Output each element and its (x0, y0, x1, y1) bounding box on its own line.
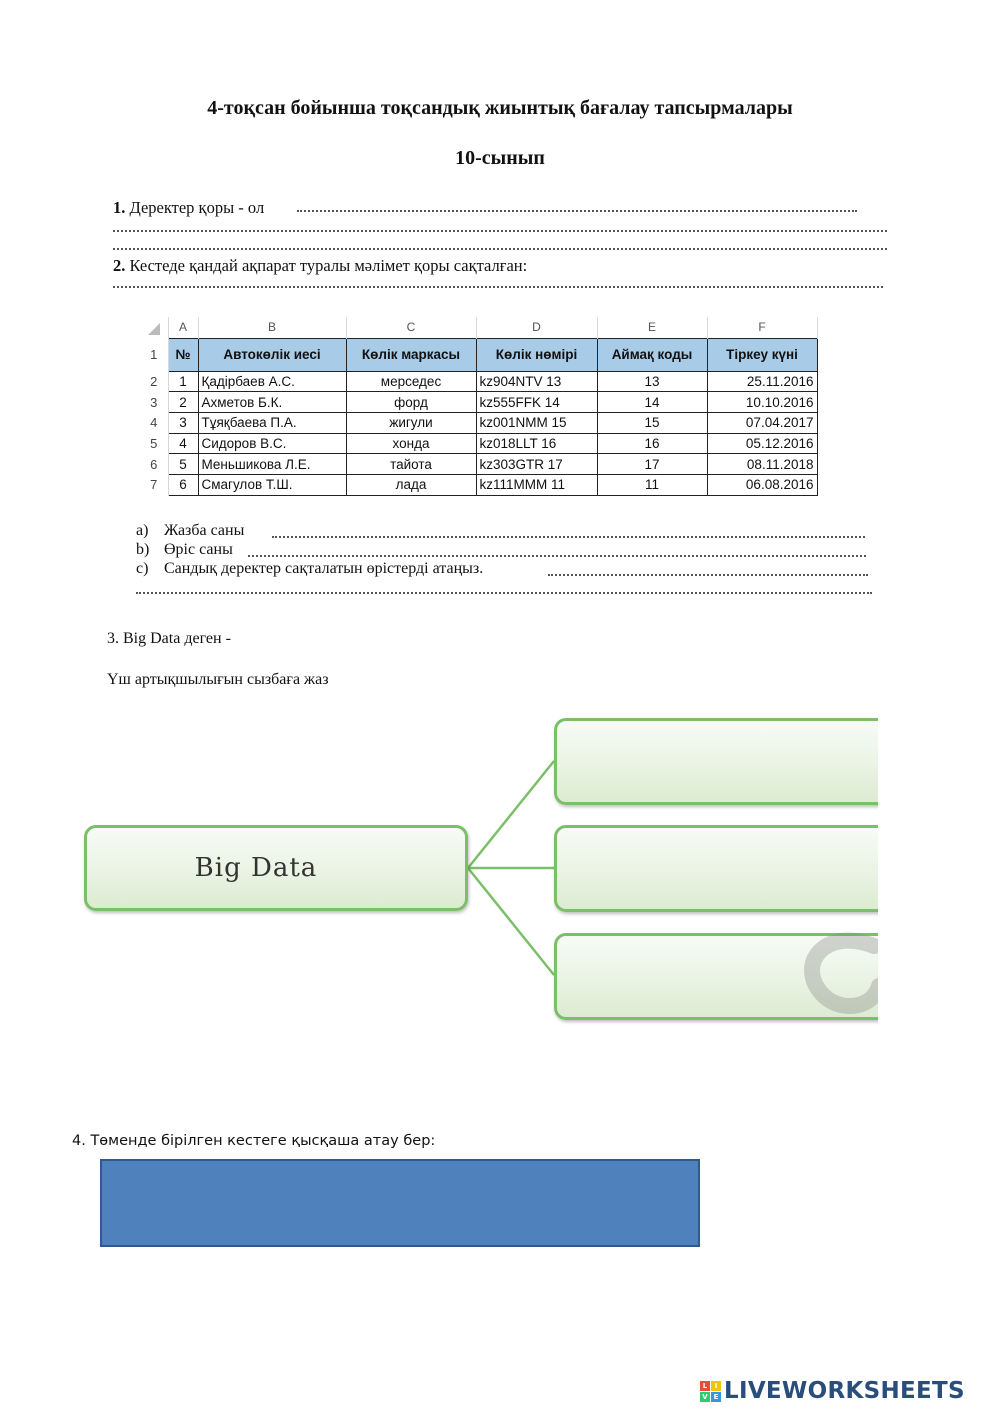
col-letter-b: B (198, 317, 346, 338)
question-1 (113, 198, 264, 218)
table-header-cell: Автокөлік иесі (198, 338, 346, 371)
table-cell: 13 (597, 371, 707, 392)
sub-question-text: Өріс саны (164, 541, 233, 558)
question-4: 4. Төменде бірілген кестеге қысқаша атау бер: (72, 1133, 436, 1149)
answer-box-q4[interactable] (100, 1159, 700, 1247)
logo-letter: E (711, 1392, 721, 1402)
swirl-decoration-icon (764, 926, 884, 1016)
page-title: 4-тоқсан бойынша тоқсандық жиынтық бағалау тапсырмалары (207, 97, 793, 119)
brand-name: LIVEWORKSHEETS (724, 1378, 965, 1404)
table-header-cell: № (168, 338, 198, 371)
logo-letter: I (711, 1381, 721, 1391)
table-cell: 5 (168, 454, 198, 475)
answer-line-1a (297, 210, 857, 212)
table-header-cell: Аймақ коды (597, 338, 707, 371)
column-letter-row (140, 317, 817, 338)
row-number: 1 (140, 338, 168, 371)
question-1-text: Деректер қоры - ол (129, 198, 265, 217)
question-2 (113, 256, 527, 276)
row-number: 6 (140, 454, 168, 475)
table-cell: Қадірбаев А.С. (198, 371, 346, 392)
col-letter-d: D (476, 317, 597, 338)
logo-letter: L (700, 1381, 710, 1391)
big-data-node (84, 825, 468, 911)
advantage-box-1[interactable] (554, 718, 884, 805)
table-cell: 16 (597, 433, 707, 454)
table-cell: 15 (597, 412, 707, 433)
answer-line-1c (113, 248, 887, 250)
table-cell: Меньшикова Л.Е. (198, 454, 346, 475)
big-data-diagram (80, 713, 880, 1025)
sub-question-label: c) (136, 560, 149, 577)
table-cell: kz018LLT 16 (476, 433, 597, 454)
table-header-cell: Тіркеу күні (707, 338, 817, 371)
logo-letter: V (700, 1392, 710, 1402)
sheet-corner (140, 317, 168, 338)
question-3: 3. Big Data деген - (107, 630, 231, 647)
table-cell: 07.04.2017 (707, 412, 817, 433)
col-letter-a: A (168, 317, 198, 338)
table-cell: Сидоров В.С. (198, 433, 346, 454)
table-cell: 05.12.2016 (707, 433, 817, 454)
table-cell: 08.11.2018 (707, 454, 817, 475)
spreadsheet-table (140, 317, 820, 502)
table-cell: мерседес (346, 371, 476, 392)
row-number: 4 (140, 412, 168, 433)
col-letter-c: C (346, 317, 476, 338)
liveworksheets-logo-icon (700, 1381, 721, 1402)
question-2-text: Кестеде қандай ақпарат туралы мәлімет қоры сақталған: (129, 256, 528, 275)
row-number: 3 (140, 392, 168, 413)
sub-question-b (136, 541, 233, 559)
advantage-box-2[interactable] (554, 825, 884, 912)
connector-line-top (468, 761, 554, 868)
table-row (140, 474, 817, 495)
sub-question-label: b) (136, 541, 150, 558)
grade-title: 10-сынып (455, 147, 545, 169)
answer-line-1b (113, 230, 887, 232)
table-cell: 11 (597, 474, 707, 495)
answer-line-c2 (136, 592, 872, 594)
answer-line-a (272, 536, 865, 538)
table-header-row (140, 338, 817, 371)
table-header-cell: Көлік нөмірі (476, 338, 597, 371)
table-cell: форд (346, 392, 476, 413)
col-letter-f: F (707, 317, 817, 338)
question-2-number: 2. (113, 256, 126, 275)
table-cell: 14 (597, 392, 707, 413)
table-cell: 4 (168, 433, 198, 454)
table-cell: лада (346, 474, 476, 495)
table-header-cell: Көлік маркасы (346, 338, 476, 371)
table-cell: kz111MMM 11 (476, 474, 597, 495)
table-row (140, 433, 817, 454)
table-cell: хонда (346, 433, 476, 454)
liveworksheets-brand (700, 1378, 965, 1404)
answer-line-b (248, 555, 866, 557)
table-cell: Смагулов Т.Ш. (198, 474, 346, 495)
table-cell: kz001NMM 15 (476, 412, 597, 433)
table-cell: 25.11.2016 (707, 371, 817, 392)
answer-line-c1 (548, 574, 868, 576)
table-cell: жигули (346, 412, 476, 433)
big-data-label: Big Data (194, 853, 318, 883)
table-row (140, 392, 817, 413)
table-row (140, 454, 817, 475)
sub-question-text: Сандық деректер сақталатын өрістерді атаңыз. (164, 560, 484, 577)
table-cell: Ахметов Б.К. (198, 392, 346, 413)
table-row (140, 412, 817, 433)
col-letter-e: E (597, 317, 707, 338)
table-cell: Тұяқбаева П.А. (198, 412, 346, 433)
advantage-box-3[interactable] (554, 933, 884, 1020)
table-cell: kz904NTV 13 (476, 371, 597, 392)
table-cell: kz555FFK 14 (476, 392, 597, 413)
row-number: 7 (140, 474, 168, 495)
diagram-crop-edge (878, 713, 890, 1025)
sub-question-label: a) (136, 522, 149, 539)
sub-question-c (136, 560, 483, 578)
table-cell: kz303GTR 17 (476, 454, 597, 475)
row-number: 2 (140, 371, 168, 392)
table-cell: 6 (168, 474, 198, 495)
table-cell: 3 (168, 412, 198, 433)
table-cell: 17 (597, 454, 707, 475)
table-cell: 1 (168, 371, 198, 392)
question-1-number: 1. (113, 198, 126, 217)
row-number: 5 (140, 433, 168, 454)
sub-question-a (136, 522, 244, 540)
connector-line-bottom (468, 868, 554, 975)
table-cell: 10.10.2016 (707, 392, 817, 413)
table-cell: 06.08.2016 (707, 474, 817, 495)
sub-question-text: Жазба саны (164, 522, 245, 539)
answer-line-2 (113, 286, 883, 288)
table-row (140, 371, 817, 392)
table-cell: 2 (168, 392, 198, 413)
question-3-task: Үш артықшылығын сызбаға жаз (107, 671, 329, 688)
table-cell: тайота (346, 454, 476, 475)
